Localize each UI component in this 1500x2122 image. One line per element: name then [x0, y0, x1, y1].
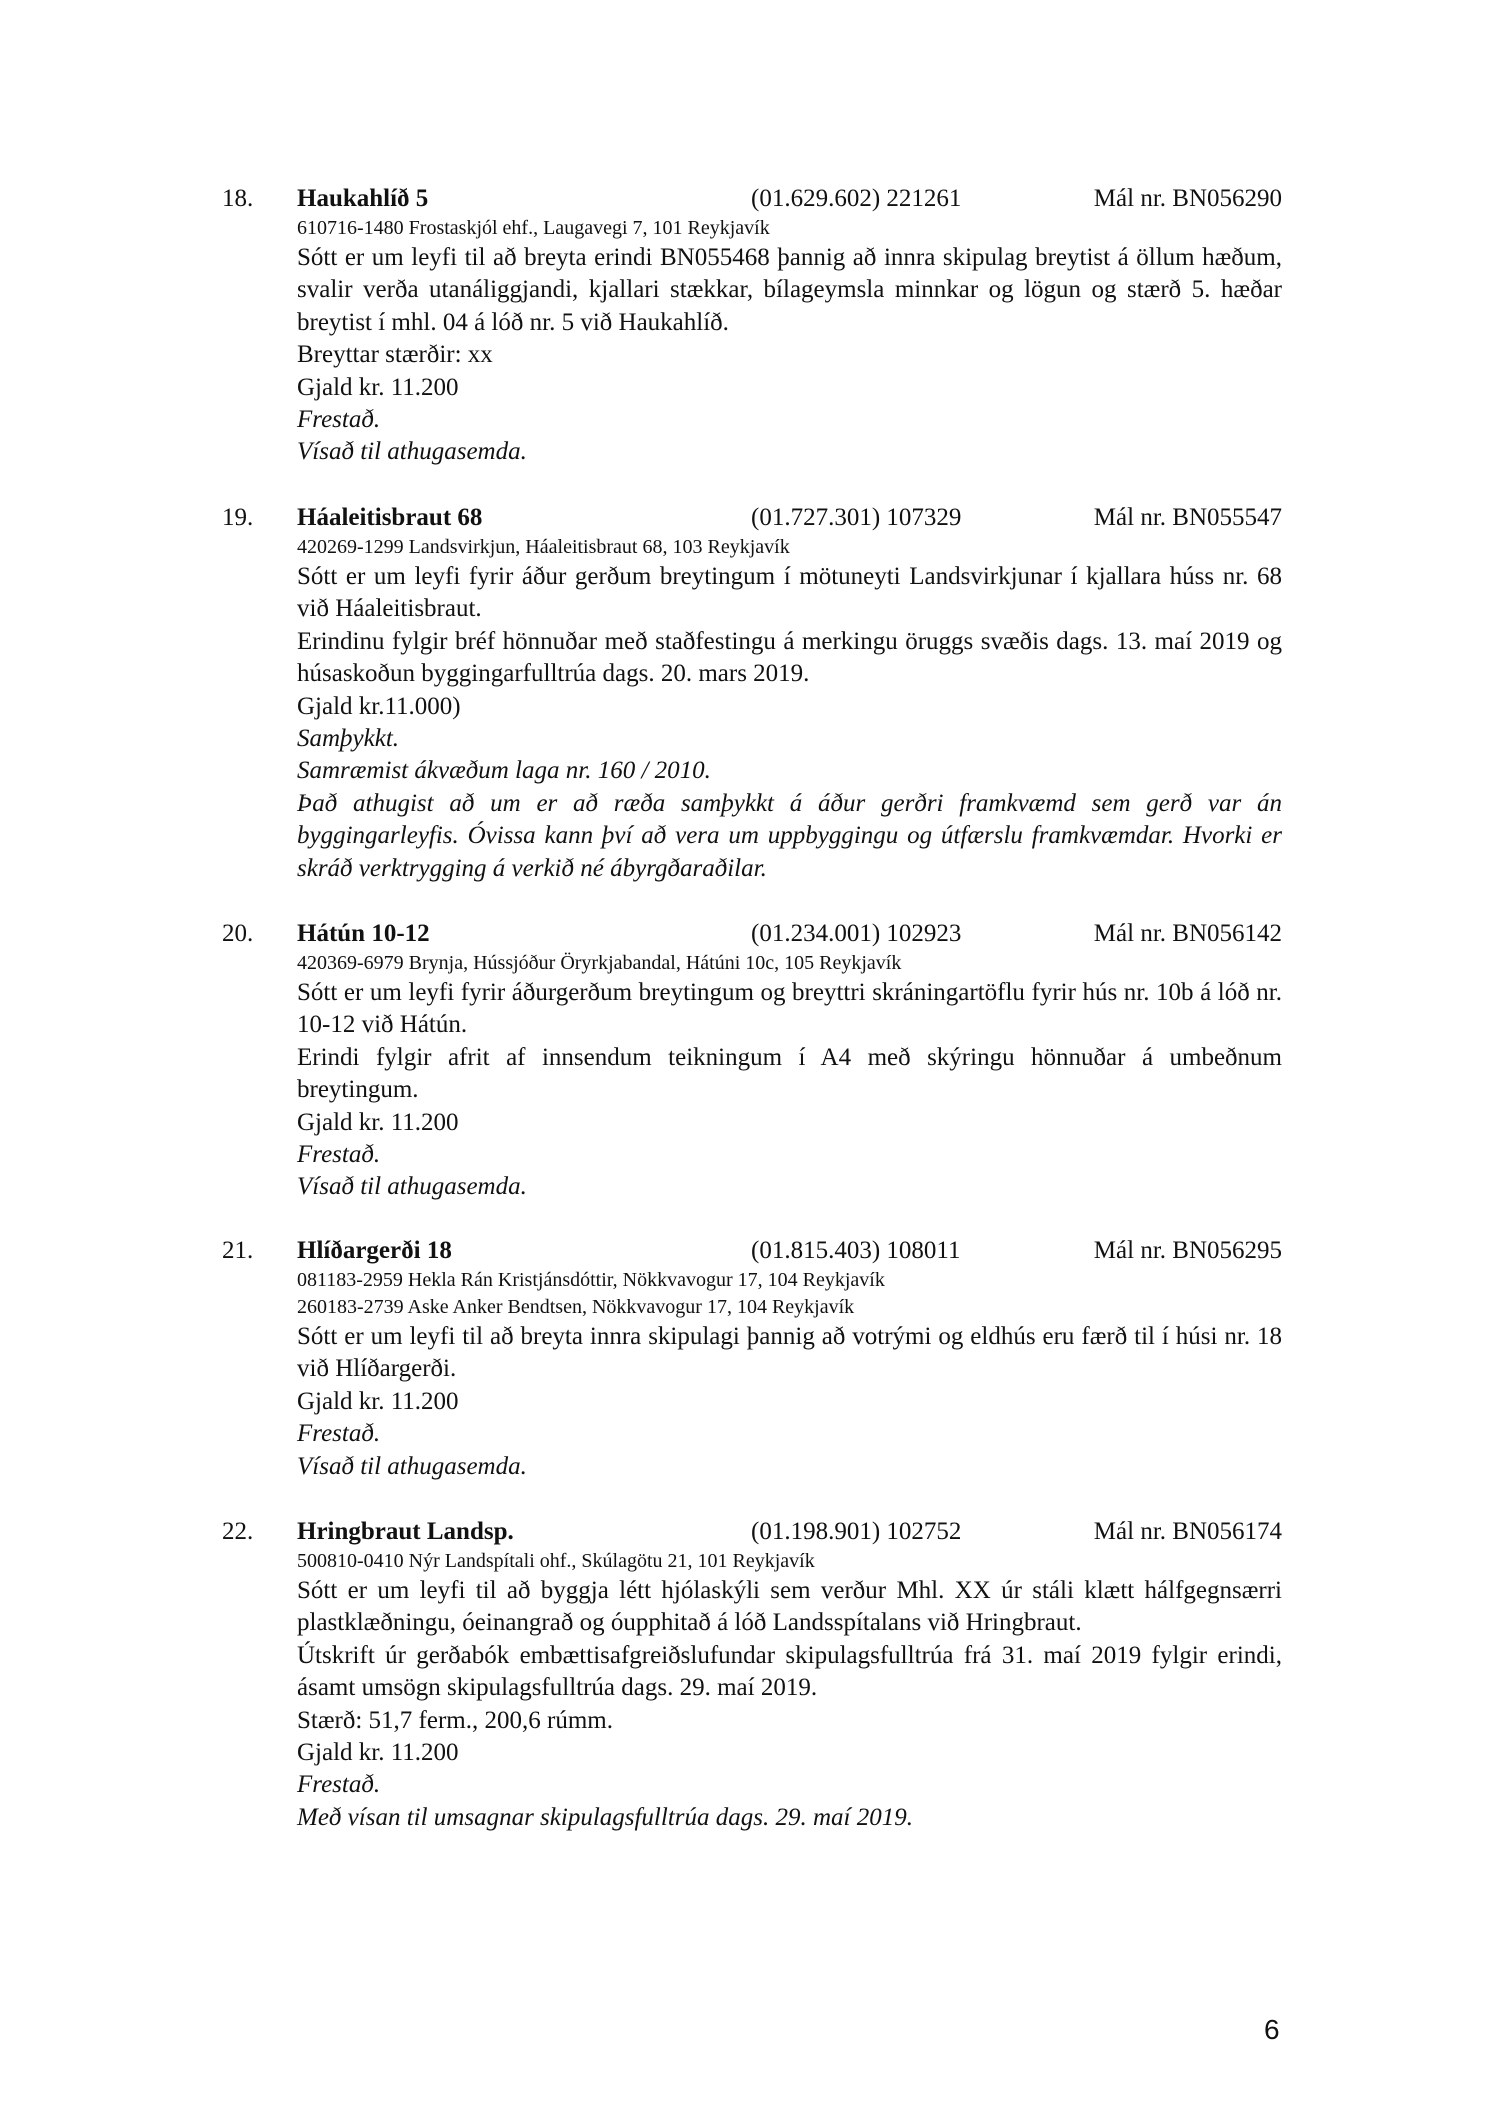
case-number: Mál nr. BN056290 — [1093, 185, 1282, 212]
description: Sótt er um leyfi til að breyta innra skipulagi þannig að votrými og eldhús eru færð til í húsi nr. 18 við Hlíðargerði. — [297, 1323, 1282, 1383]
case-number: Mál nr. BN055547 — [1093, 504, 1282, 531]
property-code: (01.198.901) 102752 — [751, 1518, 962, 1545]
entry-body — [297, 534, 1282, 885]
applicant: 081183-2959 Hekla Rán Kristjánsdóttir, Nökkvavogur 17, 104 Reykjavík — [297, 1269, 885, 1291]
entry-number: 19. — [222, 504, 254, 531]
decision: Frestað. — [297, 406, 381, 434]
case-number: Mál nr. BN056142 — [1093, 920, 1282, 947]
decision-remark: Það athugist að um er að ræða samþykkt á áður gerðri framkvæmd sem gerð var án byggingarleyfis. Óvissa kann því að vera um uppbyggingu og útfærslu framkvæmdar. Hvorki er skráð verktrygging á verkið né ábyrgðaraðilar. — [297, 789, 1282, 882]
property-code: (01.629.602) 221261 — [751, 185, 962, 212]
applicant: 610716-1480 Frostaskjól ehf., Laugavegi 7, 101 Reykjavík — [297, 217, 770, 239]
entry-body — [297, 1267, 1282, 1483]
description: Sótt er um leyfi til að breyta erindi BN055468 þannig að innra skipulag breytist á öllum hæðum, svalir verða utanáliggjandi, kjallari stækkar, bílageymsla minnkar og lögun og stærð 5. hæðar breytist í mhl. 04 á lóð nr. 5 við Haukahlíð. — [297, 244, 1282, 336]
decision: Frestað. — [297, 1771, 381, 1799]
decision-note: Vísað til athugasemda. — [297, 438, 527, 466]
entry-address: Hlíðargerði 18 — [297, 1237, 452, 1264]
applicant: 420369-6979 Brynja, Hússjóður Öryrkjabandal, Hátúni 10c, 105 Reykjavík — [297, 952, 902, 974]
attachment-description: Erindinu fylgir bréf hönnuðar með staðfestingu á merkingu öruggs svæðis dags. 13. maí 2019 og húsaskoðun byggingarfulltrúa dags. 20. mars 2019. — [297, 627, 1282, 688]
description: Sótt er um leyfi fyrir áðurgerðum breytingum og breyttri skráningartöflu fyrir hús nr. 10b á lóð nr. 10-12 við Hátún. — [297, 979, 1282, 1039]
decision-note: Með vísan til umsagnar skipulagsfulltrúa dags. 29. maí 2019. — [297, 1803, 913, 1831]
property-code: (01.815.403) 108011 — [751, 1237, 961, 1264]
fee-line: Gjald kr. 11.200 — [297, 1108, 459, 1136]
entry-address: Hringbraut Landsp. — [297, 1518, 514, 1545]
case-number: Mál nr. BN056174 — [1093, 1518, 1282, 1545]
decision: Frestað. — [297, 1141, 381, 1169]
decision: Samþykkt. — [297, 725, 400, 753]
property-code: (01.234.001) 102923 — [751, 920, 962, 947]
decision-note: Vísað til athugasemda. — [297, 1452, 527, 1480]
fee-line: Gjald kr.11.000) — [297, 692, 461, 720]
size-line: Stærð: 51,7 ferm., 200,6 rúmm. — [297, 1706, 613, 1734]
description: Sótt er um leyfi fyrir áður gerðum breytingum í mötuneyti Landsvirkjunar í kjallara húss nr. 68 við Háaleitisbraut. — [297, 563, 1282, 623]
fee-line: Gjald kr. 11.200 — [297, 1739, 459, 1767]
entry-number: 22. — [222, 1518, 254, 1545]
fee-line: Gjald kr. 11.200 — [297, 373, 459, 401]
applicant: 420269-1299 Landsvirkjun, Háaleitisbraut 68, 103 Reykjavík — [297, 536, 790, 558]
decision-note: Samræmist ákvæðum laga nr. 160 / 2010. — [297, 757, 711, 785]
decision-note: Vísað til athugasemda. — [297, 1173, 527, 1201]
entry-number: 18. — [222, 185, 254, 212]
applicant: 260183-2739 Aske Anker Bendtsen, Nökkvavogur 17, 104 Reykjavík — [297, 1296, 855, 1318]
entry-address: Haukahlíð 5 — [297, 185, 429, 212]
entry-number: 20. — [222, 920, 254, 947]
attachment-description: Útskrift úr gerðabók embættisafgreiðslufundar skipulagsfulltrúa frá 31. maí 2019 fylgir erindi, ásamt umsögn skipulagsfulltrúa dags. 29. maí 2019. — [297, 1641, 1282, 1702]
property-code: (01.727.301) 107329 — [751, 504, 962, 531]
applicant: 500810-0410 Nýr Landspítali ohf., Skúlagötu 21, 101 Reykjavík — [297, 1550, 815, 1572]
entry-body — [297, 1548, 1282, 1834]
entry-body — [297, 950, 1282, 1204]
attachment-description: Erindi fylgir afrit af innsendum teikningum í A4 með skýringu hönnuðar á umbeðnum breytingum. — [297, 1043, 1282, 1104]
case-number: Mál nr. BN056295 — [1093, 1237, 1282, 1264]
sizes-line: Breyttar stærðir: xx — [297, 341, 493, 369]
page-number: 6 — [1264, 2014, 1280, 2045]
entry-body — [297, 215, 1282, 469]
entry-number: 21. — [222, 1237, 254, 1264]
fee-line: Gjald kr. 11.200 — [297, 1387, 459, 1415]
entry-address: Háaleitisbraut 68 — [297, 504, 483, 531]
description: Sótt er um leyfi til að byggja létt hjólaskýli sem verður Mhl. XX úr stáli klætt hálfgegnsærri plastklæðningu, óeinangrað og óupphitað á lóð Landsspítalans við Hringbraut. — [297, 1577, 1282, 1637]
entry-address: Hátún 10-12 — [297, 920, 430, 947]
decision: Frestað. — [297, 1420, 381, 1448]
